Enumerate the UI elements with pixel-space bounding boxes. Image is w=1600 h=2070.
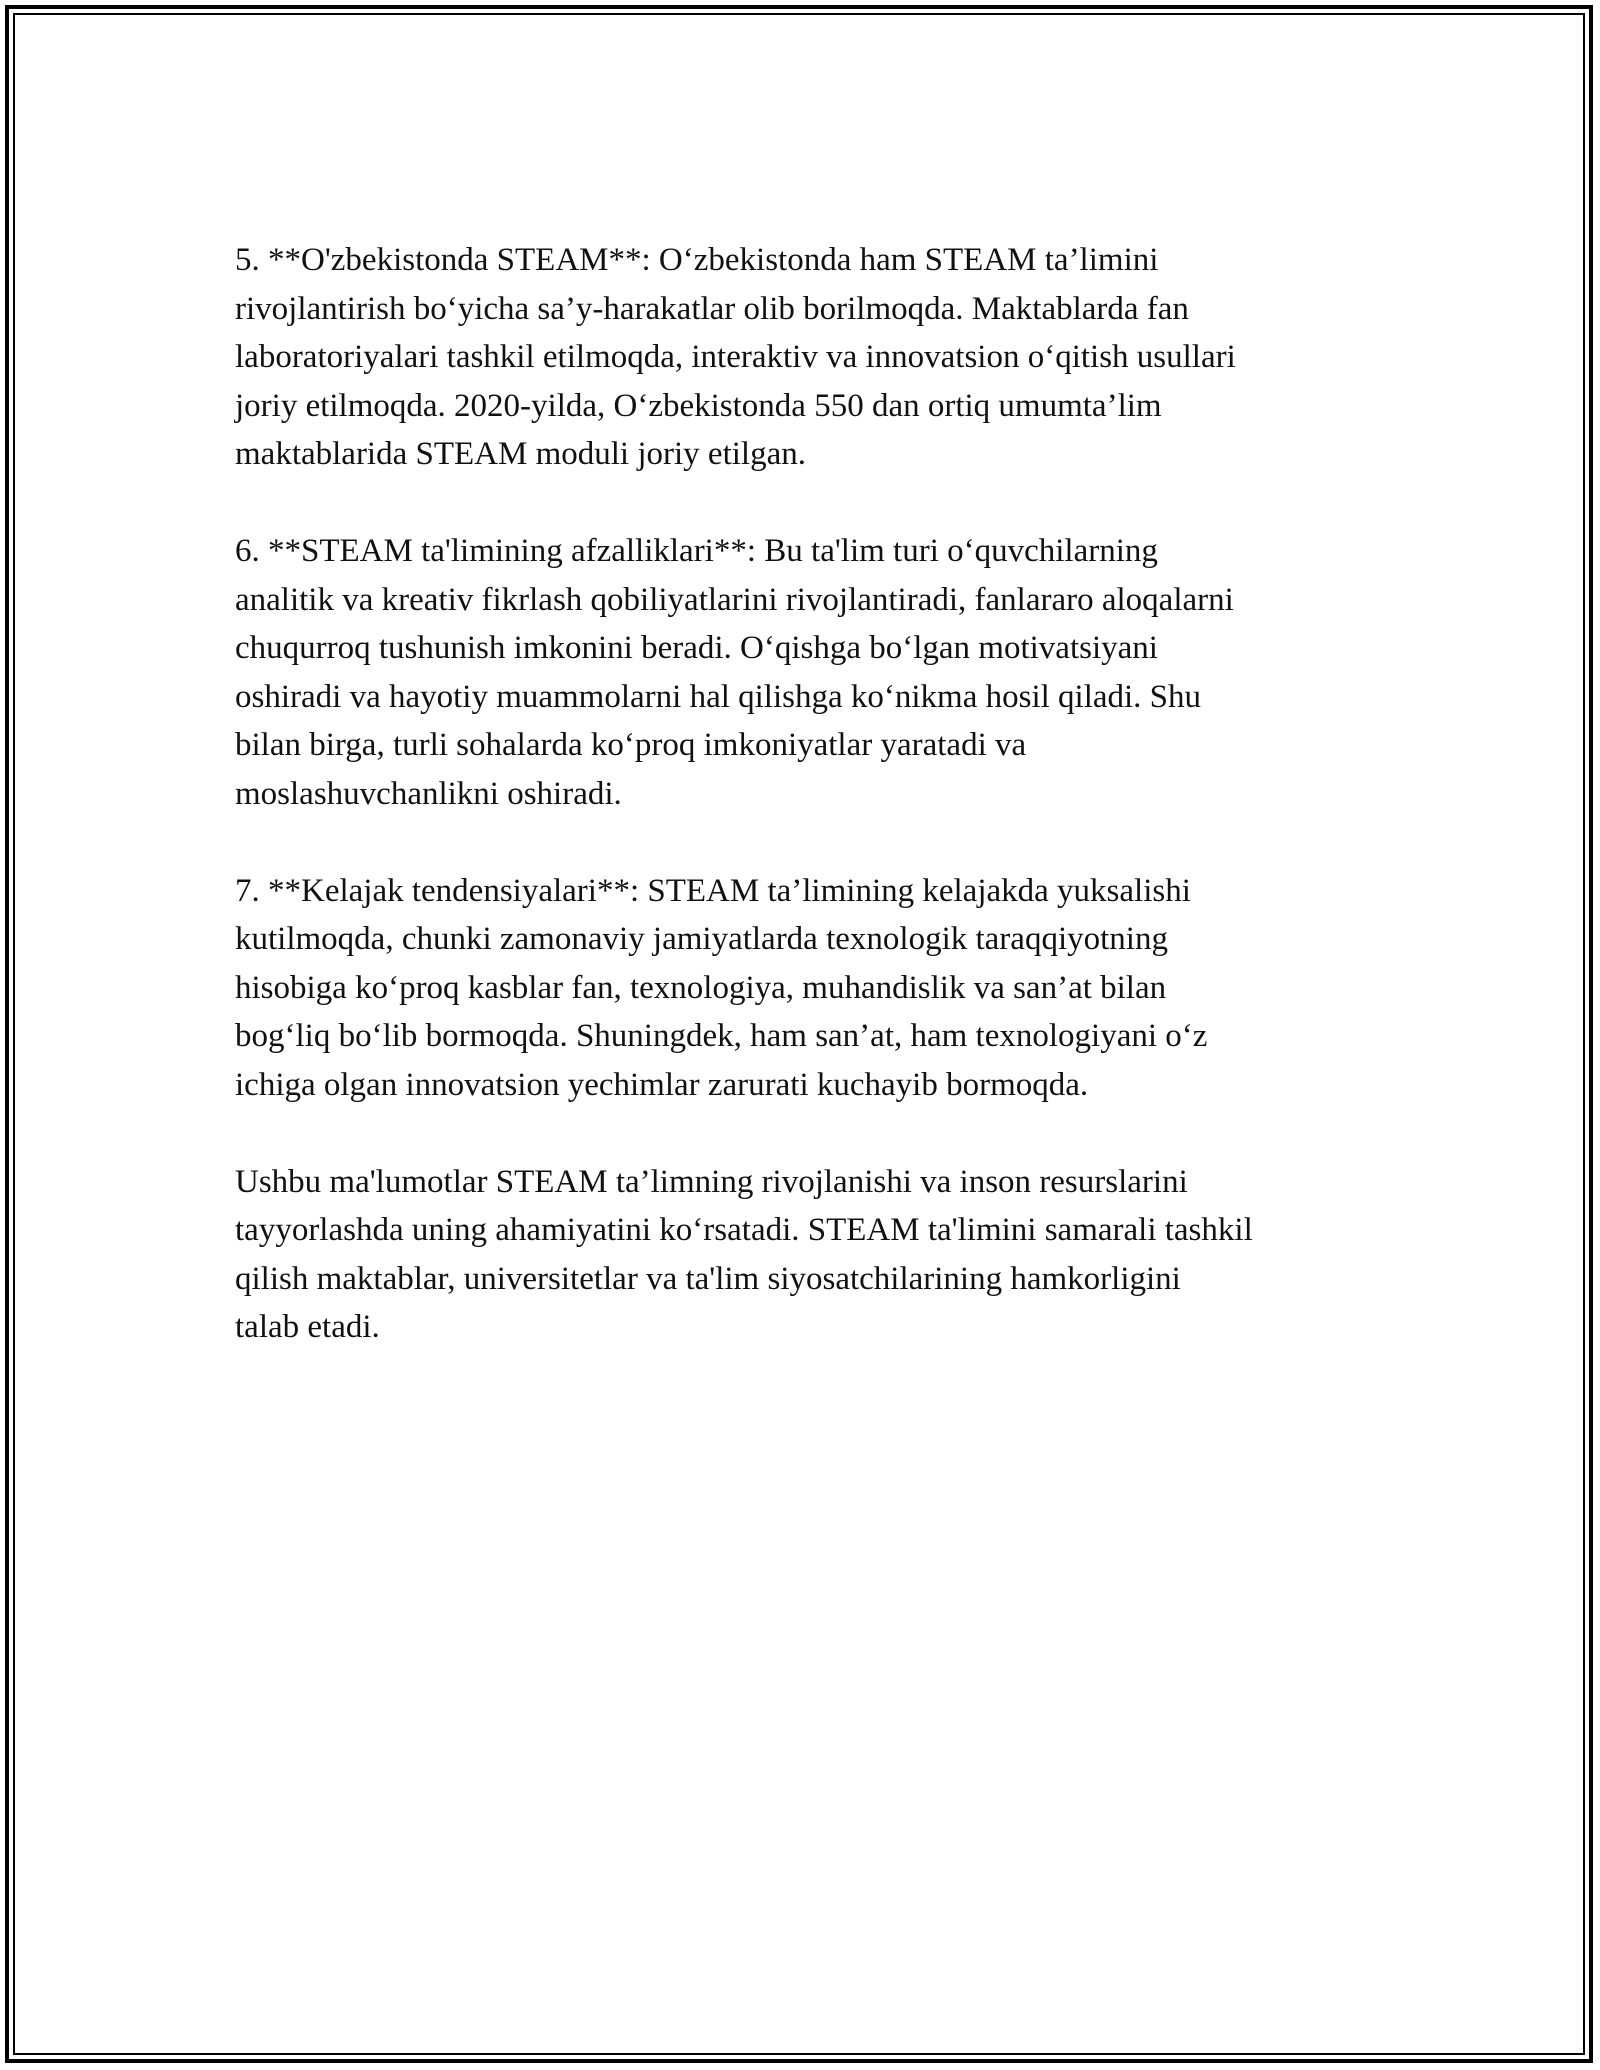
text-line: 6. **STEAM ta'limining afzalliklari**: Bu ta'lim turi o‘quvchilarning [235,533,1158,569]
text-line: Ushbu ma'lumotlar STEAM ta’limning rivojlanishi va inson resurslarini [235,1163,1188,1200]
text-line: rivojlantirish bo‘yicha sa’y-harakatlar olib borilmoqda. Maktablarda fan [235,290,1189,327]
text-line: ichiga olgan innovatsion yechimlar zarurati kuchayib bormoqda. [235,1066,1089,1103]
text-line: moslashuvchanlikni oshiradi. [235,775,622,812]
paragraph-uzbekistan-steam [235,236,1385,479]
document-body [235,236,1385,1400]
text-line: talab etadi. [235,1309,380,1345]
text-line: kutilmoqda, chunki zamonaviy jamiyatlarda texnologik taraqqiyotning [235,921,1168,957]
text-line: hisobiga ko‘proq kasblar fan, texnologiya, muhandislik va san’at bilan [235,969,1167,1006]
text-line: joriy etilmoqda. 2020-yilda, O‘zbekistonda 550 dan ortiq umumta’lim [235,387,1162,424]
paragraph-conclusion [235,1158,1385,1352]
text-line: laboratoriyalari tashkil etilmoqda, interaktiv va innovatsion o‘qitish usullari [235,339,1236,375]
text-line: analitik va kreativ fikrlash qobiliyatlarini rivojlantiradi, fanlararo aloqalarni [235,581,1234,618]
text-line: oshiradi va hayotiy muammolarni hal qilishga ko‘nikma hosil qiladi. Shu [235,678,1202,715]
text-line: bog‘liq bo‘lib bormoqda. Shuningdek, ham san’at, ham texnologiyani o‘z [235,1018,1208,1054]
text-line: bilan birga, turli sohalarda ko‘proq imkoniyatlar yaratadi va [235,727,1027,763]
text-line: qilish maktablar, universitetlar va ta'lim siyosatchilarining hamkorligini [235,1260,1181,1297]
text-line: 7. **Kelajak tendensiyalari**: STEAM ta’limining kelajakda yuksalishi [235,872,1191,909]
text-line: chuqurroq tushunish imkonini beradi. O‘qishga bo‘lgan motivatsiyani [235,630,1158,666]
text-line: maktablarida STEAM moduli joriy etilgan. [235,436,806,472]
paragraph-steam-advantages [235,527,1385,818]
text-line: 5. **O'zbekistonda STEAM**: O‘zbekistonda ham STEAM ta’limini [235,242,1159,278]
paragraph-future-trends [235,867,1385,1110]
text-line: tayyorlashda uning ahamiyatini ko‘rsatadi. STEAM ta'limini samarali tashkil [235,1212,1253,1248]
